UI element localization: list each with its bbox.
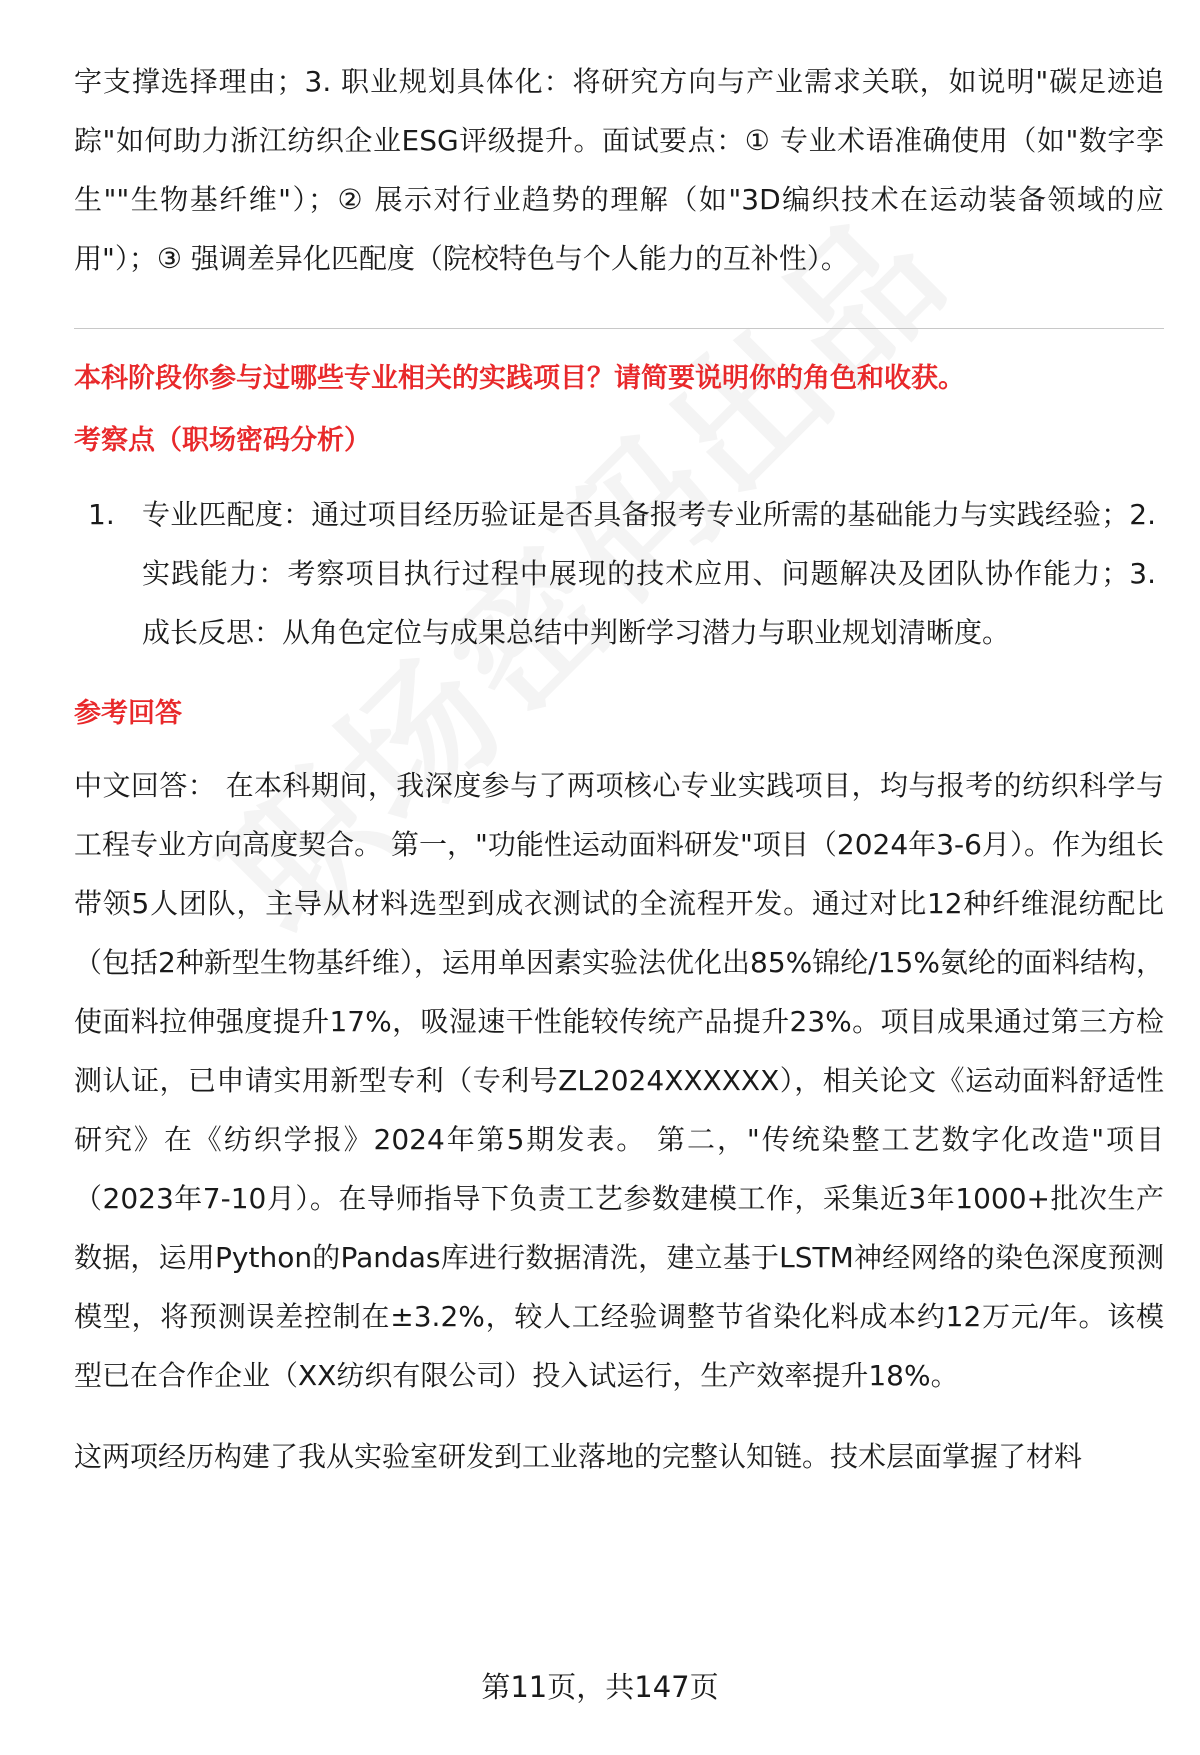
section-divider [74,328,1164,329]
continuation-paragraph: 字支撑选择理由；3. 职业规划具体化：将研究方向与产业需求关联，如说明"碳足迹追踪"如何助力浙江纺织企业ESG评级提升。面试要点：① 专业术语准确使用（如"数字孪生""生物基纤维"）；② 展示对行业趋势的理解（如"3D编织技术在运动装备领域的应用"）；③ 强调差异化匹配度（院校特色与个人能力的互补性）。 [74,65,1164,275]
answer-body: 中文回答： 在本科期间，我深度参与了两项核心专业实践项目，均与报考的纺织科学与工程专业方向高度契合。 第一，"功能性运动面料研发"项目（2024年3-6月）。作为组长带领5人团队，主导从材料选型到成衣测试的全流程开发。通过对比12种纤维混纺配比（包括2种新型生物基纤维），运用单因素实验法优化出85%锦纶/15%氨纶的面料结构，使面料拉伸强度提升17%，吸湿速干性能较传统产品提升23%。项目成果通过第三方检测认证，已申请实用新型专利（专利号ZL2024XXXXXX），相关论文《运动面料舒适性研究》在《纺织学报》2024年第5期发表。 第二，"传统染整工艺数字化改造"项目（2023年7-10月）。在导师指导下负责工艺参数建模工作，采集近3年1000+批次生产数据，运用Python的Pandas库进行数据清洗，建立基于LSTM神经网络的染色深度预测模型，将预测误差控制在±3.2%，较人工经验调整节省染化料成本约12万元/年。该模型已在合作企业（XX纺织有限公司）投入试运行，生产效率提升18%。 [74,769,1164,1392]
page-footer: 第11页，共147页 [481,1670,719,1704]
list-number: 1. [88,498,115,531]
answer-closing: 这两项经历构建了我从实验室研发到工业落地的完整认知链。技术层面掌握了材料 [74,1440,1083,1473]
analysis-heading: 考察点（职场密码分析） [74,425,371,456]
analysis-list-item [74,485,1164,662]
answer-heading: 参考回答 [74,698,182,729]
document-content [74,52,1164,1486]
interview-question: 本科阶段你参与过哪些专业相关的实践项目？请简要说明你的角色和收获。 [74,363,965,394]
analysis-text: 专业匹配度：通过项目经历验证是否具备报考专业所需的基础能力与实践经验；2. 实践能力：考察项目执行过程中展现的技术应用、问题解决及团队协作能力；3. 成长反思：从角色定位与成果总结中判断学习潜力与职业规划清晰度。 [142,498,1156,649]
